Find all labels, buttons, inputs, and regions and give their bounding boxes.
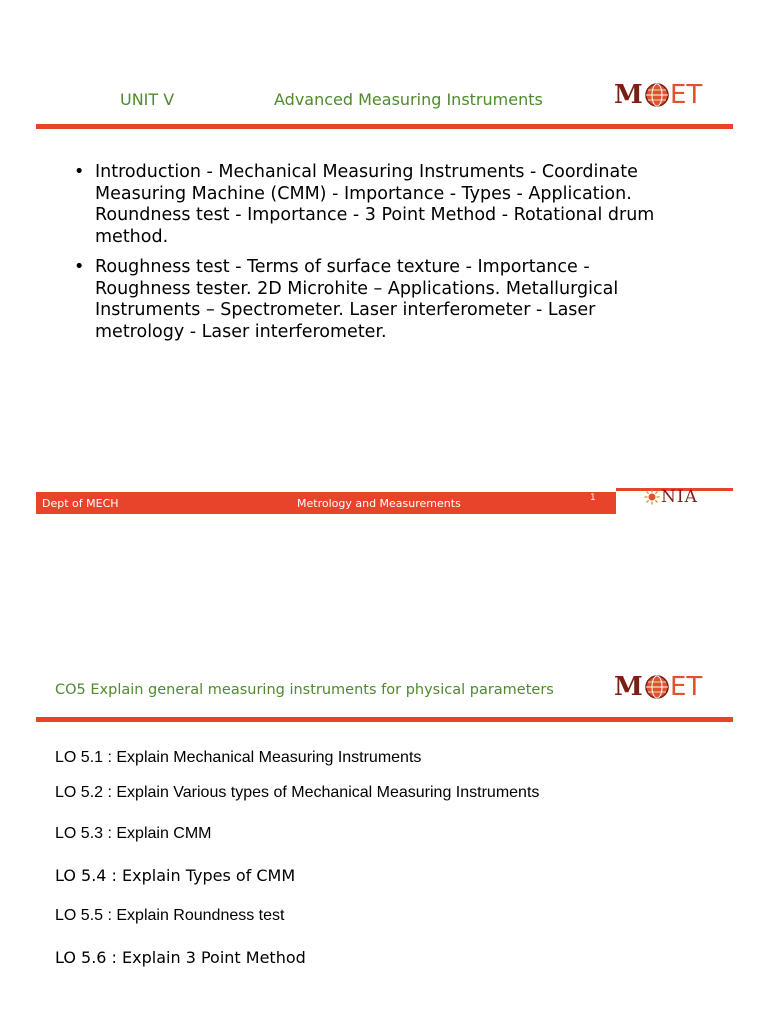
logo-letter-m: M <box>614 672 643 702</box>
logo-letters-et: ET <box>670 80 703 110</box>
globe-icon <box>644 82 670 108</box>
nia-logo-text: NIA <box>661 487 698 507</box>
slide-2 <box>0 660 768 1024</box>
logo-letters-et: ET <box>670 672 703 702</box>
footer-dept: Dept of MECH <box>42 497 119 510</box>
mcet-logo <box>612 670 722 716</box>
header-divider <box>36 124 733 129</box>
topic-list <box>74 162 674 352</box>
globe-icon <box>644 674 670 700</box>
page-number: 1 <box>590 493 596 503</box>
topic-item: • Roughness test - Terms of surface texture - Importance - Roughness tester. 2D Microhite – Applications. Metallurgical Instruments – Spectrometer. Laser interferometer - Laser metrology - Laser interferometer. <box>74 257 674 343</box>
slide-title: Advanced Measuring Instruments <box>274 90 543 109</box>
learning-outcome: LO 5.5 : Explain Roundness test <box>55 907 285 924</box>
footer-course: Metrology and Measurements <box>297 497 461 510</box>
learning-outcome: LO 5.2 : Explain Various types of Mechanical Measuring Instruments <box>55 784 540 801</box>
sun-icon <box>644 489 660 505</box>
logo-letter-m: M <box>614 80 643 110</box>
header-divider <box>36 717 733 722</box>
learning-outcome: LO 5.6 : Explain 3 Point Method <box>55 948 306 967</box>
nia-logo <box>644 488 732 514</box>
unit-label: UNIT V <box>120 90 175 109</box>
mcet-logo <box>612 78 722 124</box>
learning-outcome: LO 5.1 : Explain Mechanical Measuring Instruments <box>55 749 422 766</box>
co-title: CO5 Explain general measuring instruments for physical parameters <box>55 682 554 698</box>
learning-outcome: LO 5.3 : Explain CMM <box>55 825 212 842</box>
learning-outcome: LO 5.4 : Explain Types of CMM <box>55 866 296 885</box>
topic-item: • Introduction - Mechanical Measuring Instruments - Coordinate Measuring Machine (CMM) - Importance - Types - Application. Roundness test - Importance - 3 Point Method - Rotational drum method. <box>74 162 674 248</box>
